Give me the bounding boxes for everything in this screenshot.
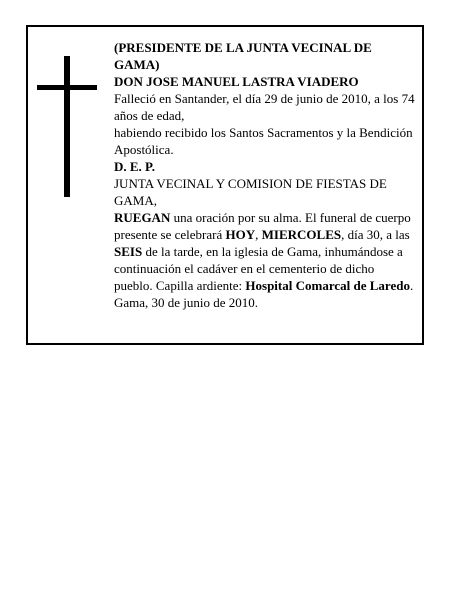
miercoles-label: MIERCOLES (261, 227, 342, 242)
deceased-title: (PRESIDENTE DE LA JUNTA VECINAL DE GAMA) (114, 40, 372, 72)
ruegan-label: RUEGAN (114, 210, 171, 225)
dep-line: D. E. P. (114, 159, 156, 174)
cross-icon-horizontal-bar (37, 85, 97, 90)
hospital-name: Hospital Comarcal de Laredo (245, 278, 410, 293)
place-date: Gama, 30 de junio de 2010. (114, 295, 259, 310)
request-part3: de la tarde, en la iglesia de Gama, inhumándose a continuación el cadáver en el cementerio de dicho pueblo. Capilla ardiente: (114, 244, 403, 293)
request-comma: , (255, 227, 262, 242)
obituary-text (114, 39, 416, 311)
death-info: Falleció en Santander, el día 29 de junio de 2010, a los 74 años de edad, (114, 91, 415, 123)
request-part1: una oración por su alma. El funeral de cuerpo presente se celebrará (114, 210, 411, 242)
request-part2: , día 30, a las (341, 227, 410, 242)
seis-label: SEIS (114, 244, 143, 259)
hoy-label: HOY (225, 227, 256, 242)
request-period: . (409, 278, 414, 293)
mourners-line: JUNTA VECINAL Y COMISION DE FIESTAS DE GAMA, (114, 176, 387, 208)
cross-icon-vertical-bar (64, 56, 70, 197)
deceased-name: DON JOSE MANUEL LASTRA VIADERO (114, 74, 359, 89)
sacraments-line: habiendo recibido los Santos Sacramentos y la Bendición Apostólica. (114, 125, 413, 157)
funeral-request (114, 209, 416, 294)
